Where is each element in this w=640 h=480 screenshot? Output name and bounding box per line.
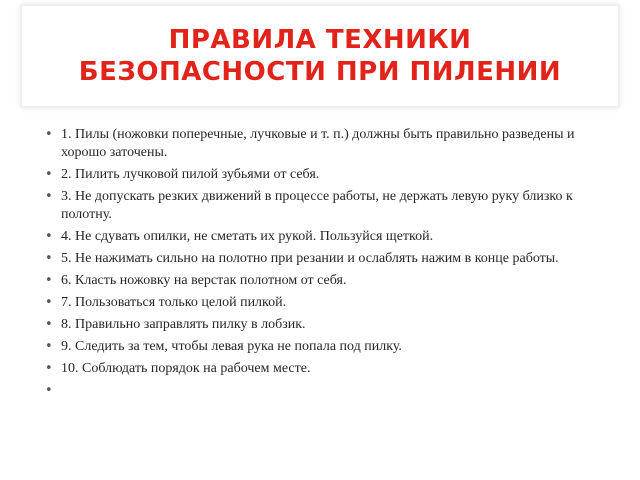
bullet-icon: •	[45, 383, 53, 398]
rule-text: 5. Не нажимать сильно на полотно при резании и ослаблять нажим в конце работы.	[61, 251, 559, 266]
rule-item	[43, 228, 603, 246]
rule-text: 9. Следить за тем, чтобы левая рука не попала под пилку.	[61, 339, 402, 354]
bullet-icon: •	[45, 229, 53, 244]
bullet-icon: •	[45, 317, 53, 332]
bullet-icon: •	[45, 361, 53, 376]
rule-item	[43, 272, 603, 290]
bullet-icon: •	[45, 189, 53, 204]
rule-item	[43, 294, 603, 312]
rule-item	[43, 250, 603, 268]
rule-text: 3. Не допускать резких движений в процессе работы, не держать левую руку близко к полотну.	[61, 189, 573, 222]
bullet-icon: •	[45, 295, 53, 310]
rule-text: 2. Пилить лучковой пилой зубьями от себя.	[61, 167, 320, 182]
bullet-icon: •	[45, 167, 53, 182]
bullet-icon: •	[45, 251, 53, 266]
title-line-2: БЕЗОПАСНОСТИ ПРИ ПИЛЕНИИ	[78, 57, 562, 87]
rule-text: 7. Пользоваться только целой пилкой.	[61, 295, 287, 310]
bullet-icon: •	[45, 273, 53, 288]
rules-list	[43, 126, 603, 404]
rule-text: 10. Соблюдать порядок на рабочем месте.	[61, 361, 311, 376]
rule-item	[43, 316, 603, 334]
rule-text: 4. Не сдувать опилки, не сметать их рукой. Пользуйся щеткой.	[61, 229, 434, 244]
title-box	[22, 6, 618, 106]
slide-title	[79, 24, 561, 88]
rule-item	[43, 360, 603, 378]
rule-item	[43, 126, 603, 162]
bullet-icon: •	[45, 127, 53, 142]
bullet-icon: •	[45, 339, 53, 354]
rule-text: 8. Правильно заправлять пилку в лобзик.	[61, 317, 306, 332]
rule-item	[43, 188, 603, 224]
title-line-1: ПРАВИЛА ТЕХНИКИ	[168, 25, 472, 55]
rule-text: 6. Класть ножовку на верстак полотном от себя.	[61, 273, 347, 288]
rule-text: 1. Пилы (ножовки поперечные, лучковые и т. п.) должны быть правильно разведены и хорошо заточены.	[61, 127, 575, 160]
rule-item	[43, 166, 603, 184]
empty-list-item	[43, 382, 603, 400]
rule-item	[43, 338, 603, 356]
